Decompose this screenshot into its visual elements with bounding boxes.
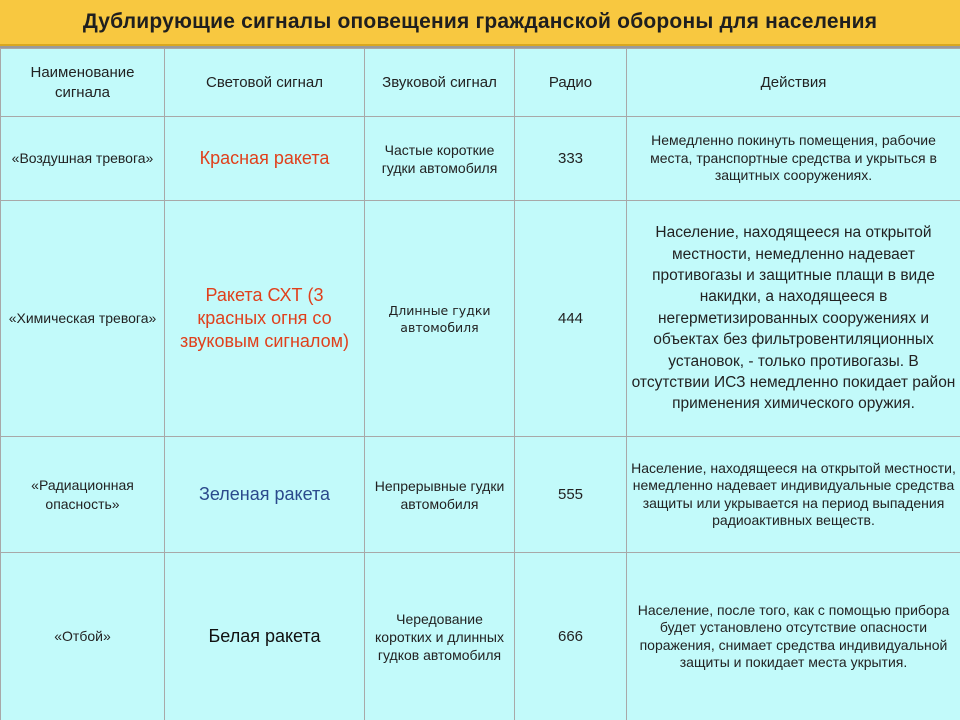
actions-text: Население, находящееся на открытой местности, немедленно надевает противогазы и защитные плащи в виде накидки, а находящееся в негерметизированных сооружениях и объектах без фильтровентиляционных установок, - только противогазы. В отсутствии ИСЗ немедленно покидает район применения химического оружия.	[627, 201, 960, 437]
table-row-all-clear	[1, 553, 960, 720]
radio-code: 444	[515, 201, 627, 437]
radio-code: 333	[515, 117, 627, 201]
signal-name: «Химическая тревога»	[1, 201, 165, 437]
radio-code: 555	[515, 437, 627, 553]
header-radio: Радио	[515, 49, 627, 117]
table-row-radiation	[1, 437, 960, 553]
signal-name: «Радиационная опасность»	[1, 437, 165, 553]
actions-text: Население, находящееся на открытой местности, немедленно надевает индивидуальные средства защиты или укрывается на период выпадения радиоактивных веществ.	[627, 437, 960, 553]
radio-code: 666	[515, 553, 627, 720]
header-light: Световой сигнал	[165, 49, 365, 117]
table-row-chemical-alert	[1, 201, 960, 437]
light-signal: Белая ракета	[165, 553, 365, 720]
header-row	[1, 49, 960, 117]
light-signal: Красная ракета	[165, 117, 365, 201]
light-signal: Зеленая ракета	[165, 437, 365, 553]
header-sound: Звуковой сигнал	[365, 49, 515, 117]
signal-name: «Отбой»	[1, 553, 165, 720]
signals-table	[0, 48, 960, 720]
header-name: Наименование сигнала	[1, 49, 165, 117]
page-title: Дублирующие сигналы оповещения гражданской обороны для населения	[82, 10, 878, 33]
sound-signal: Непрерывные гудки автомобиля	[365, 437, 515, 553]
table-row-air-alert	[1, 117, 960, 201]
sound-signal: Длинные гудки автомобиля	[365, 201, 515, 437]
actions-text: Население, после того, как с помощью прибора будет установлено отсутствие опасности поражения, снимает средства индивидуальной защиты и покидает места укрытия.	[627, 553, 960, 720]
title-bar	[0, 0, 960, 46]
sound-signal: Чередование коротких и длинных гудков автомобиля	[365, 553, 515, 720]
signal-name: «Воздушная тревога»	[1, 117, 165, 201]
light-signal: Ракета СХТ (3 красных огня со звуковым сигналом)	[165, 201, 365, 437]
actions-text: Немедленно покинуть помещения, рабочие места, транспортные средства и укрыться в защитных сооружениях.	[627, 117, 960, 201]
header-actions: Действия	[627, 49, 960, 117]
sound-signal: Частые короткие гудки автомобиля	[365, 117, 515, 201]
